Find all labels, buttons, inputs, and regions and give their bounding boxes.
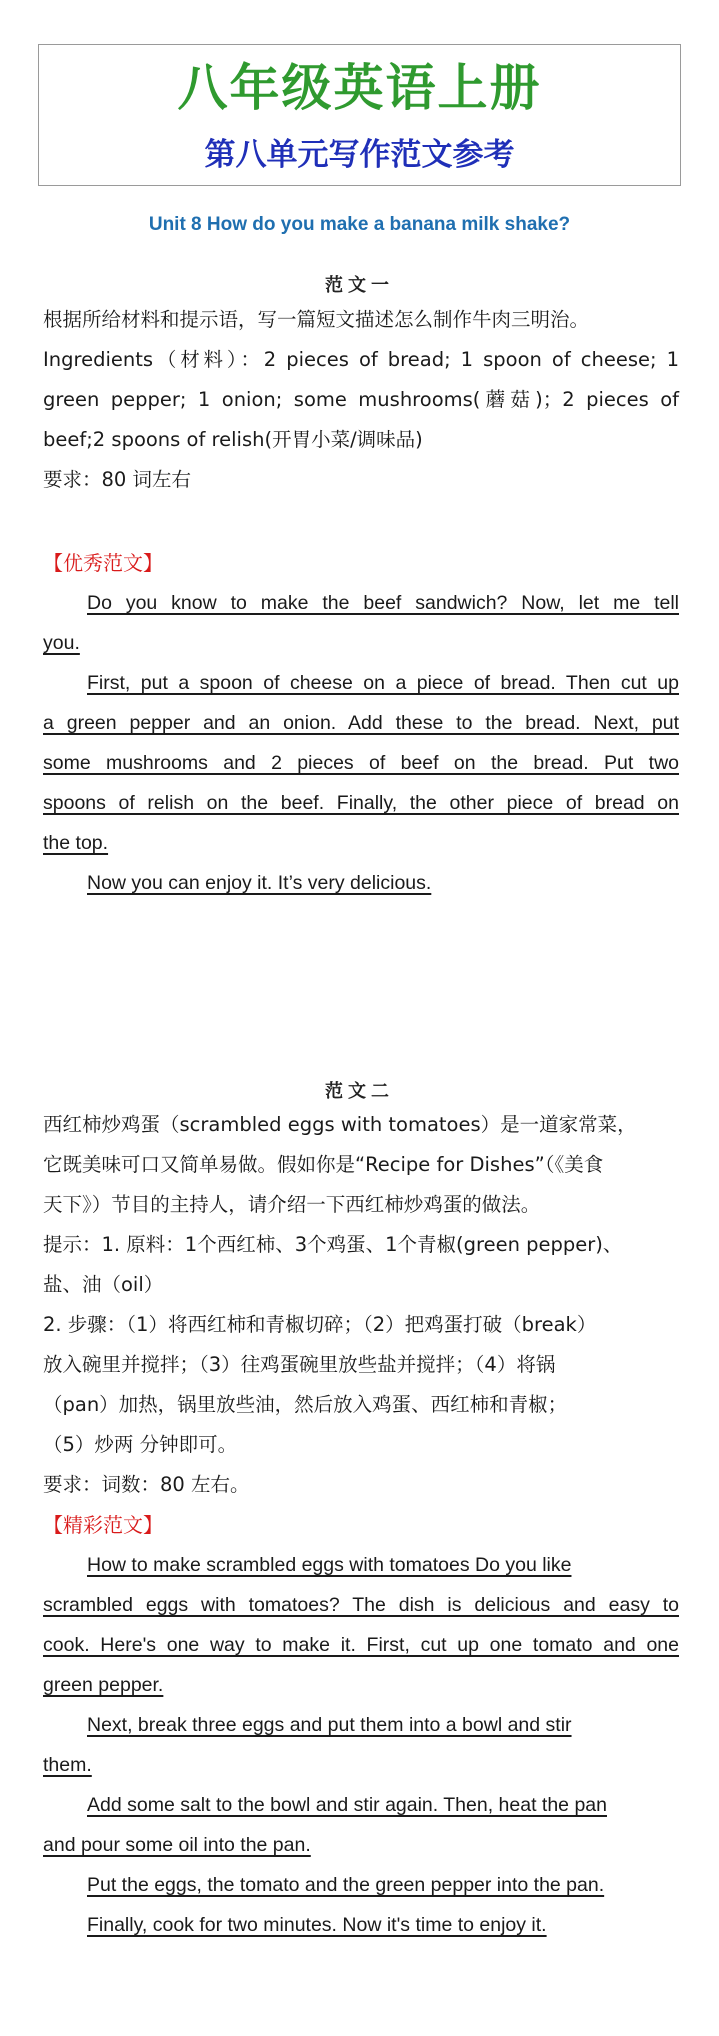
essay-line: you. [43, 632, 80, 654]
essay-line: Do you know to make the beef sandwich? Now, let me tell [87, 592, 679, 614]
section-one-essay [43, 583, 679, 903]
main-title: 八年级英语上册 [177, 59, 542, 117]
prompt-line: beef;2 spoons of relish(开胃小菜/调味品) [43, 428, 423, 451]
essay-line: Finally, cook for two minutes. Now it's time to enjoy it. [87, 1914, 547, 1936]
prompt-line: （5）炒两 分钟即可。 [43, 1433, 238, 1456]
essay-line: green pepper. [43, 1674, 164, 1696]
prompt-line: 提示：1. 原料：1个西红柿、3个鸡蛋、1个青椒(green pepper)、 [43, 1233, 623, 1256]
excellent-essay-tag: 【优秀范文】 [43, 551, 163, 575]
wonderful-essay-tag: 【精彩范文】 [43, 1513, 163, 1537]
section-two-essay [43, 1545, 679, 1945]
prompt-line: 天下》）节目的主持人，请介绍一下西红柿炒鸡蛋的做法。 [43, 1193, 541, 1216]
essay-line: First, put a spoon of cheese on a piece of bread. Then cut up [87, 672, 679, 694]
prompt-line: 2. 步骤：（1）将西红柿和青椒切碎；（2）把鸡蛋打破（break） [43, 1313, 597, 1336]
section-two-title: 范文二 [325, 1081, 394, 1102]
essay-line: spoons of relish on the beef. Finally, the other piece of bread on [43, 792, 679, 814]
essay-line: How to make scrambled eggs with tomatoes Do you like [87, 1554, 572, 1576]
essay-line: and pour some oil into the pan. [43, 1834, 311, 1856]
essay-line: Put the eggs, the tomato and the green pepper into the pan. [87, 1874, 605, 1896]
prompt-line: 要求：80 词左右 [43, 468, 192, 491]
prompt-line: Ingredients（材料）：2 pieces of bread; 1 spoon of cheese; 1 [43, 348, 679, 371]
sub-title: 第八单元写作范文参考 [204, 137, 515, 173]
prompt-line: 盐、油（oil） [43, 1273, 164, 1296]
section-one-title: 范文一 [325, 275, 394, 296]
section-one-prompt [43, 300, 679, 500]
prompt-line: green pepper; 1 onion; some mushrooms(蘑菇)；2 pieces of [43, 388, 679, 411]
essay-line: scrambled eggs with tomatoes? The dish is delicious and easy to [43, 1594, 679, 1616]
essay-line: Now you can enjoy it. It’s very delicious. [87, 872, 432, 894]
section-two-prompt [43, 1105, 679, 1505]
essay-line: them. [43, 1754, 92, 1776]
essay-line: cook. Here's one way to make it. First, cut up one tomato and one [43, 1634, 679, 1656]
essay-line: some mushrooms and 2 pieces of beef on the bread. Put two [43, 752, 679, 774]
prompt-line: 放入碗里并搅拌；（3）往鸡蛋碗里放些盐并搅拌；（4）将锅 [43, 1353, 556, 1376]
prompt-line: 要求：词数：80 左右。 [43, 1473, 250, 1496]
essay-line: a green pepper and an onion. Add these to the bread. Next, put [43, 712, 679, 734]
prompt-line: 它既美味可口又简单易做。假如你是“Recipe for Dishes”（《美食 [43, 1153, 604, 1176]
title-box [38, 44, 681, 186]
unit-title: Unit 8 How do you make a banana milk shake? [148, 214, 571, 235]
essay-line: the top. [43, 832, 109, 854]
essay-line: Next, break three eggs and put them into a bowl and stir [87, 1714, 572, 1736]
prompt-line: 西红柿炒鸡蛋（scrambled eggs with tomatoes）是一道家常菜， [43, 1113, 637, 1136]
prompt-line: （pan）加热，锅里放些油，然后放入鸡蛋、西红柿和青椒； [43, 1393, 568, 1416]
essay-line: Add some salt to the bowl and stir again. Then, heat the pan [87, 1794, 607, 1816]
prompt-line: 根据所给材料和提示语，写一篇短文描述怎么制作牛肉三明治。 [43, 308, 590, 331]
